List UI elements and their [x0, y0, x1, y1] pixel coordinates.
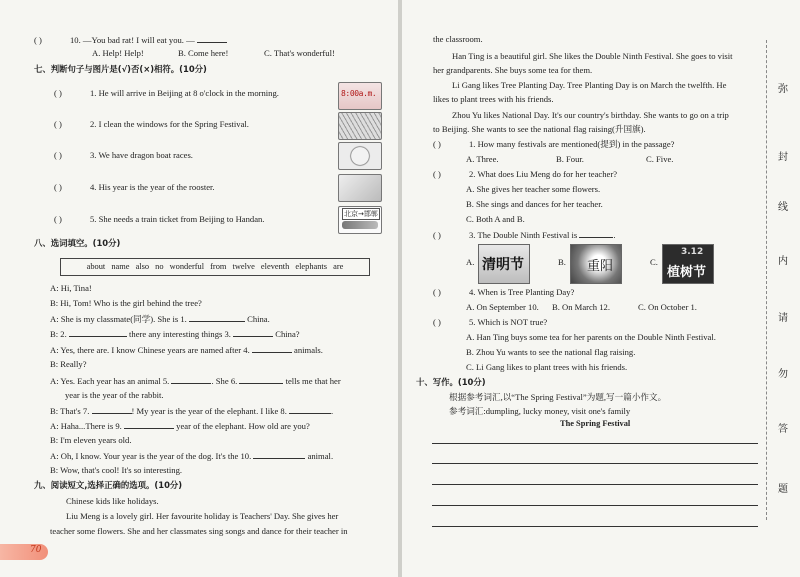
passage-line: Chinese kids like holidays.: [66, 496, 159, 506]
option-c[interactable]: C. Li Gang likes to plant trees with his friends.: [466, 362, 628, 372]
option-a[interactable]: A. On September 10.: [466, 302, 539, 312]
cut-line: [766, 40, 767, 520]
section-7-title: 七、判断句子与图片是(√)否(×)相符。(10分): [34, 64, 207, 74]
train-icon: [342, 221, 378, 229]
double-ninth-image[interactable]: 重阳: [570, 244, 622, 284]
train-ticket-picture: 北京→邯郸: [338, 206, 382, 234]
option-b[interactable]: B. On March 12.: [552, 302, 610, 312]
section-8-title: 八、选词填空。(10分): [34, 238, 121, 248]
option-c[interactable]: C. That's wonderful!: [264, 48, 335, 58]
face-picture: [338, 142, 382, 170]
qingming-festival-image[interactable]: 清明节: [478, 244, 530, 284]
blank-2[interactable]: [69, 328, 127, 337]
dialog-line: A: Yes, there are. I know Chinese years are named after 4. animals.: [50, 345, 323, 355]
dialog-line: B: That's 7. ! My year is the year of the elephant. I like 8. .: [50, 406, 334, 416]
passage-line: Han Ting is a beautiful girl. She likes the Double Ninth Festival. She goes to visit: [452, 51, 733, 61]
blank-3[interactable]: [233, 328, 273, 337]
passage-line: the classroom.: [433, 34, 483, 44]
essay-title: The Spring Festival: [560, 419, 631, 428]
sec7-item-1: ( ) 1. He will arrive in Beijing at 8 o'clock in the morning.: [54, 88, 279, 98]
option-c[interactable]: C.: [650, 257, 658, 267]
dialog-line: B: Hi, Tom! Who is the girl behind the tree?: [50, 298, 202, 308]
blank-5[interactable]: [171, 375, 211, 384]
dialog-line: A: Yes. Each year has an animal 5. . She 6. tells me that her: [50, 376, 341, 386]
blank-9[interactable]: [124, 420, 174, 429]
dialog-line: A: Haha...There is 9. year of the elephant. How old are you?: [50, 421, 310, 431]
clock-picture: 8:00a.m.: [338, 82, 382, 110]
dialog-line: B: 2. there any interesting things 3. China?: [50, 329, 300, 339]
passage-line: to Beijing. She wants to see the national flag raising(升国旗).: [433, 124, 646, 134]
writing-line[interactable]: [432, 443, 758, 444]
dialog-line: A: Oh, I know. Your year is the year of the dog. It's the 10. animal.: [50, 451, 334, 461]
blank-10[interactable]: [253, 450, 305, 459]
dialog-line: B: Wow, that's cool! It's so interesting.: [50, 465, 183, 475]
reading-q4: ( ) 4. When is Tree Planting Day?: [433, 287, 575, 297]
binding-margin: 弥 封 线 内 请 勿 答 题: [762, 0, 800, 577]
option-b[interactable]: B. Zhou Yu wants to see the national flag raising.: [466, 347, 636, 357]
tree-planting-image[interactable]: 3.12 植树节: [662, 244, 714, 284]
reading-q5: ( ) 5. Which is NOT true?: [433, 317, 548, 327]
sec7-item-5: ( ) 5. She needs a train ticket from Beijing to Handan.: [54, 214, 265, 224]
q10-line: ( ) 10. —You bad rat! I will eat you. —: [34, 34, 227, 46]
rooster-picture: [338, 174, 382, 202]
reading-q3: ( ) 3. The Double Ninth Festival is .: [433, 230, 616, 240]
blank-7[interactable]: [92, 405, 132, 414]
blank-1[interactable]: [189, 313, 245, 322]
dialog-line: B: Really?: [50, 359, 87, 369]
word-box: about name also no wonderful from twelve eleventh elephants are: [60, 258, 370, 276]
writing-vocab: 参考词汇:dumpling, lucky money, visit one's family: [449, 406, 631, 416]
option-b[interactable]: B. Four.: [556, 154, 584, 164]
left-page: [0, 0, 398, 577]
option-c[interactable]: C. Both A and B.: [466, 214, 525, 224]
passage-line: Zhou Yu likes National Day. It's our country's birthday. She wants to go on a trip: [452, 110, 729, 120]
q3-blank[interactable]: [579, 229, 613, 238]
reading-q4-options: [466, 302, 697, 313]
option-b[interactable]: B. Come here!: [178, 48, 229, 58]
reading-q2: ( ) 2. What does Liu Meng do for her teacher?: [433, 169, 618, 179]
dialog-line: B: I'm eleven years old.: [50, 435, 132, 445]
dialog-line: A: She is my classmate(同学). She is 1. China.: [50, 314, 270, 324]
option-a[interactable]: A. She gives her teacher some flowers.: [466, 184, 601, 194]
writing-line[interactable]: [432, 526, 758, 527]
blank-6[interactable]: [239, 375, 283, 384]
dialog-line: year is the year of the rabbit.: [65, 390, 164, 400]
reading-q1-options: [466, 154, 673, 165]
section-10-title: 十、写作。(10分): [416, 377, 486, 387]
q10-blank[interactable]: [197, 34, 227, 43]
writing-line[interactable]: [432, 505, 758, 506]
option-b[interactable]: B. She sings and dances for her teacher.: [466, 199, 603, 209]
writing-line[interactable]: [432, 463, 758, 464]
sec7-item-2: ( ) 2. I clean the windows for the Spring Festival.: [54, 119, 249, 129]
option-c[interactable]: C. On October 1.: [638, 302, 697, 312]
passage-line: teacher some flowers. She and her classmates sing songs and dance for their teacher in: [50, 526, 348, 536]
blank-8[interactable]: [289, 405, 331, 414]
passage-line: likes to plant trees with his friends.: [433, 94, 554, 104]
option-a[interactable]: A. Three.: [466, 154, 499, 164]
passage-line: Liu Meng is a lovely girl. Her favourite holiday is Teachers' Day. She gives her: [66, 511, 339, 521]
option-c[interactable]: C. Five.: [646, 154, 674, 164]
blank-4[interactable]: [252, 344, 292, 353]
writing-line[interactable]: [432, 484, 758, 485]
reading-q1: ( ) 1. How many festivals are mentioned(提到) in the passage?: [433, 139, 675, 149]
window-cleaning-picture: [338, 112, 382, 140]
option-b[interactable]: B.: [558, 257, 566, 267]
dialog-line: A: Hi, Tina!: [50, 283, 92, 293]
sec7-item-3: ( ) 3. We have dragon boat races.: [54, 150, 193, 160]
writing-instruction: 根据参考词汇,以“The Spring Festival”为题,写一篇小作文。: [449, 392, 667, 402]
passage-line: Li Gang likes Tree Planting Day. Tree Planting Day is on March the twelfth. He: [452, 80, 727, 90]
section-9-title: 九、阅读短文,选择正确的选项。(10分): [34, 480, 183, 490]
passage-line: her grandparents. She buys some tea for them.: [433, 65, 593, 75]
option-a[interactable]: A.: [466, 257, 475, 267]
page-number-tab: 70: [0, 544, 48, 560]
q10-options: [92, 48, 335, 59]
sec7-item-4: ( ) 4. His year is the year of the rooster.: [54, 182, 215, 192]
option-a[interactable]: A. Help! Help!: [92, 48, 144, 58]
option-a[interactable]: A. Han Ting buys some tea for her parents on the Double Ninth Festival.: [466, 332, 716, 342]
